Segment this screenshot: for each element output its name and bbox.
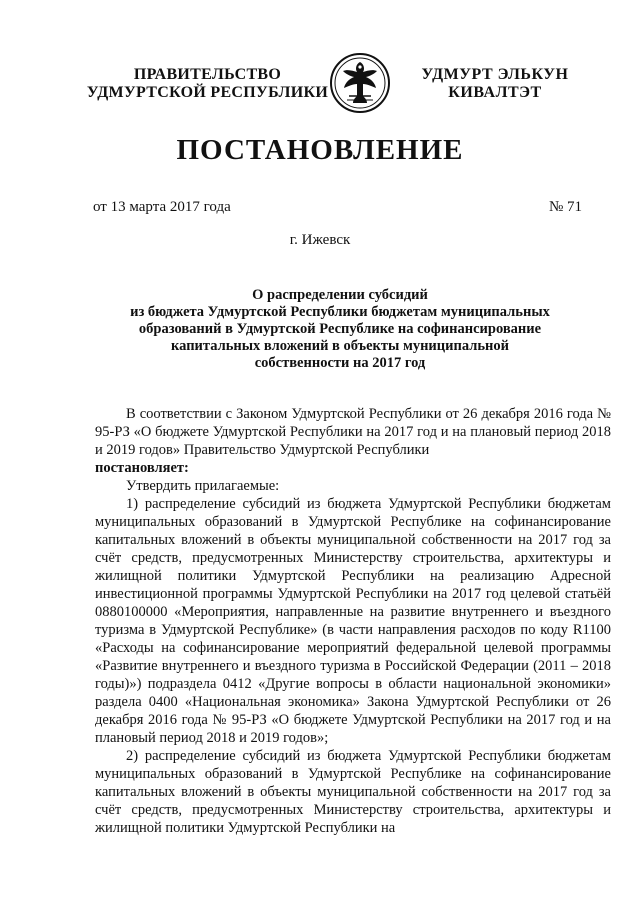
government-name-udmurt [410, 66, 580, 102]
subject-line-1: О распределении субсидий [252, 287, 428, 303]
item-1-paragraph: 1) распределение субсидий из бюджета Удмуртской Республики бюджетам муниципальных образований в Удмуртской Республике на софинансирование капитальных вложений в объекты муниципальной собственности на 2017 год за счёт средств, предусмотренных Министерству строительства, архитектуры и жилищной политики Удмуртской Республики на реализацию Адресной инвестиционной программы Удмуртской Республики на 2017 год целевой статьёй 0880100000 «Мероприятия, направленные на развитие внутреннего и въездного туризма в Удмуртской Республике» (в части направления расходов по коду R1100 «Расходы на софинансирование мероприятий федеральной целевой программы «Развитие внутреннего и въездного туризма в Российской Федерации (2011 – 2018 годы)») подраздела 0412 «Другие вопросы в области национальной экономики» раздела 0400 «Национальная экономика» Закона Удмуртской Республики от 26 декабря 2016 года № 95-РЗ «О бюджете Удмуртской Республики на 2017 год и на плановый период 2018 и 2019 годов»; [95, 496, 611, 746]
item-2-paragraph: 2) распределение субсидий из бюджета Удмуртской Республики бюджетам муниципальных образований в Удмуртской Республике на софинансирование капитальных вложений в объекты муниципальной собственности на 2017 год за счёт средств, предусмотренных Министерству строительства, архитектуры и жилищной политики Удмуртской Республики на [95, 748, 611, 836]
document-subject [110, 287, 570, 372]
government-name-line-1: ПРАВИТЕЛЬСТВО [133, 66, 282, 83]
government-name-russian [80, 66, 335, 102]
document-title: ПОСТАНОВЛЕНИЕ [176, 134, 464, 166]
government-name-udmurt-line-1: УДМУРТ ЭЛЬКУН [421, 66, 569, 83]
preamble-paragraph: В соответствии с Законом Удмуртской Республики от 26 декабря 2016 года № 95-РЗ «О бюджете Удмуртской Республики на 2017 год и на плановый период 2018 и 2019 годов» Правительство Удмуртской Республики [95, 406, 611, 458]
document-body [95, 405, 611, 837]
document-date: от 13 марта 2017 года [93, 199, 231, 215]
subject-line-2: из бюджета Удмуртской Республики бюджетам муниципальных [130, 304, 550, 320]
subject-line-5: собственности на 2017 год [254, 355, 426, 371]
document-number: № 71 [548, 199, 582, 215]
government-name-line-2: УДМУРТСКОЙ РЕСПУБЛИКИ [86, 84, 329, 101]
approve-paragraph: Утвердить прилагаемые: [126, 478, 280, 494]
udmurt-coat-of-arms-icon [329, 52, 391, 114]
subject-line-3: образований в Удмуртской Республике на софинансирование [138, 321, 542, 337]
subject-line-4: капитальных вложений в объекты муниципальной [171, 338, 509, 354]
government-name-udmurt-line-2: КИВАЛТЭТ [448, 84, 542, 101]
document-city: г. Ижевск [289, 232, 351, 248]
resolves-keyword: постановляет: [95, 460, 189, 476]
